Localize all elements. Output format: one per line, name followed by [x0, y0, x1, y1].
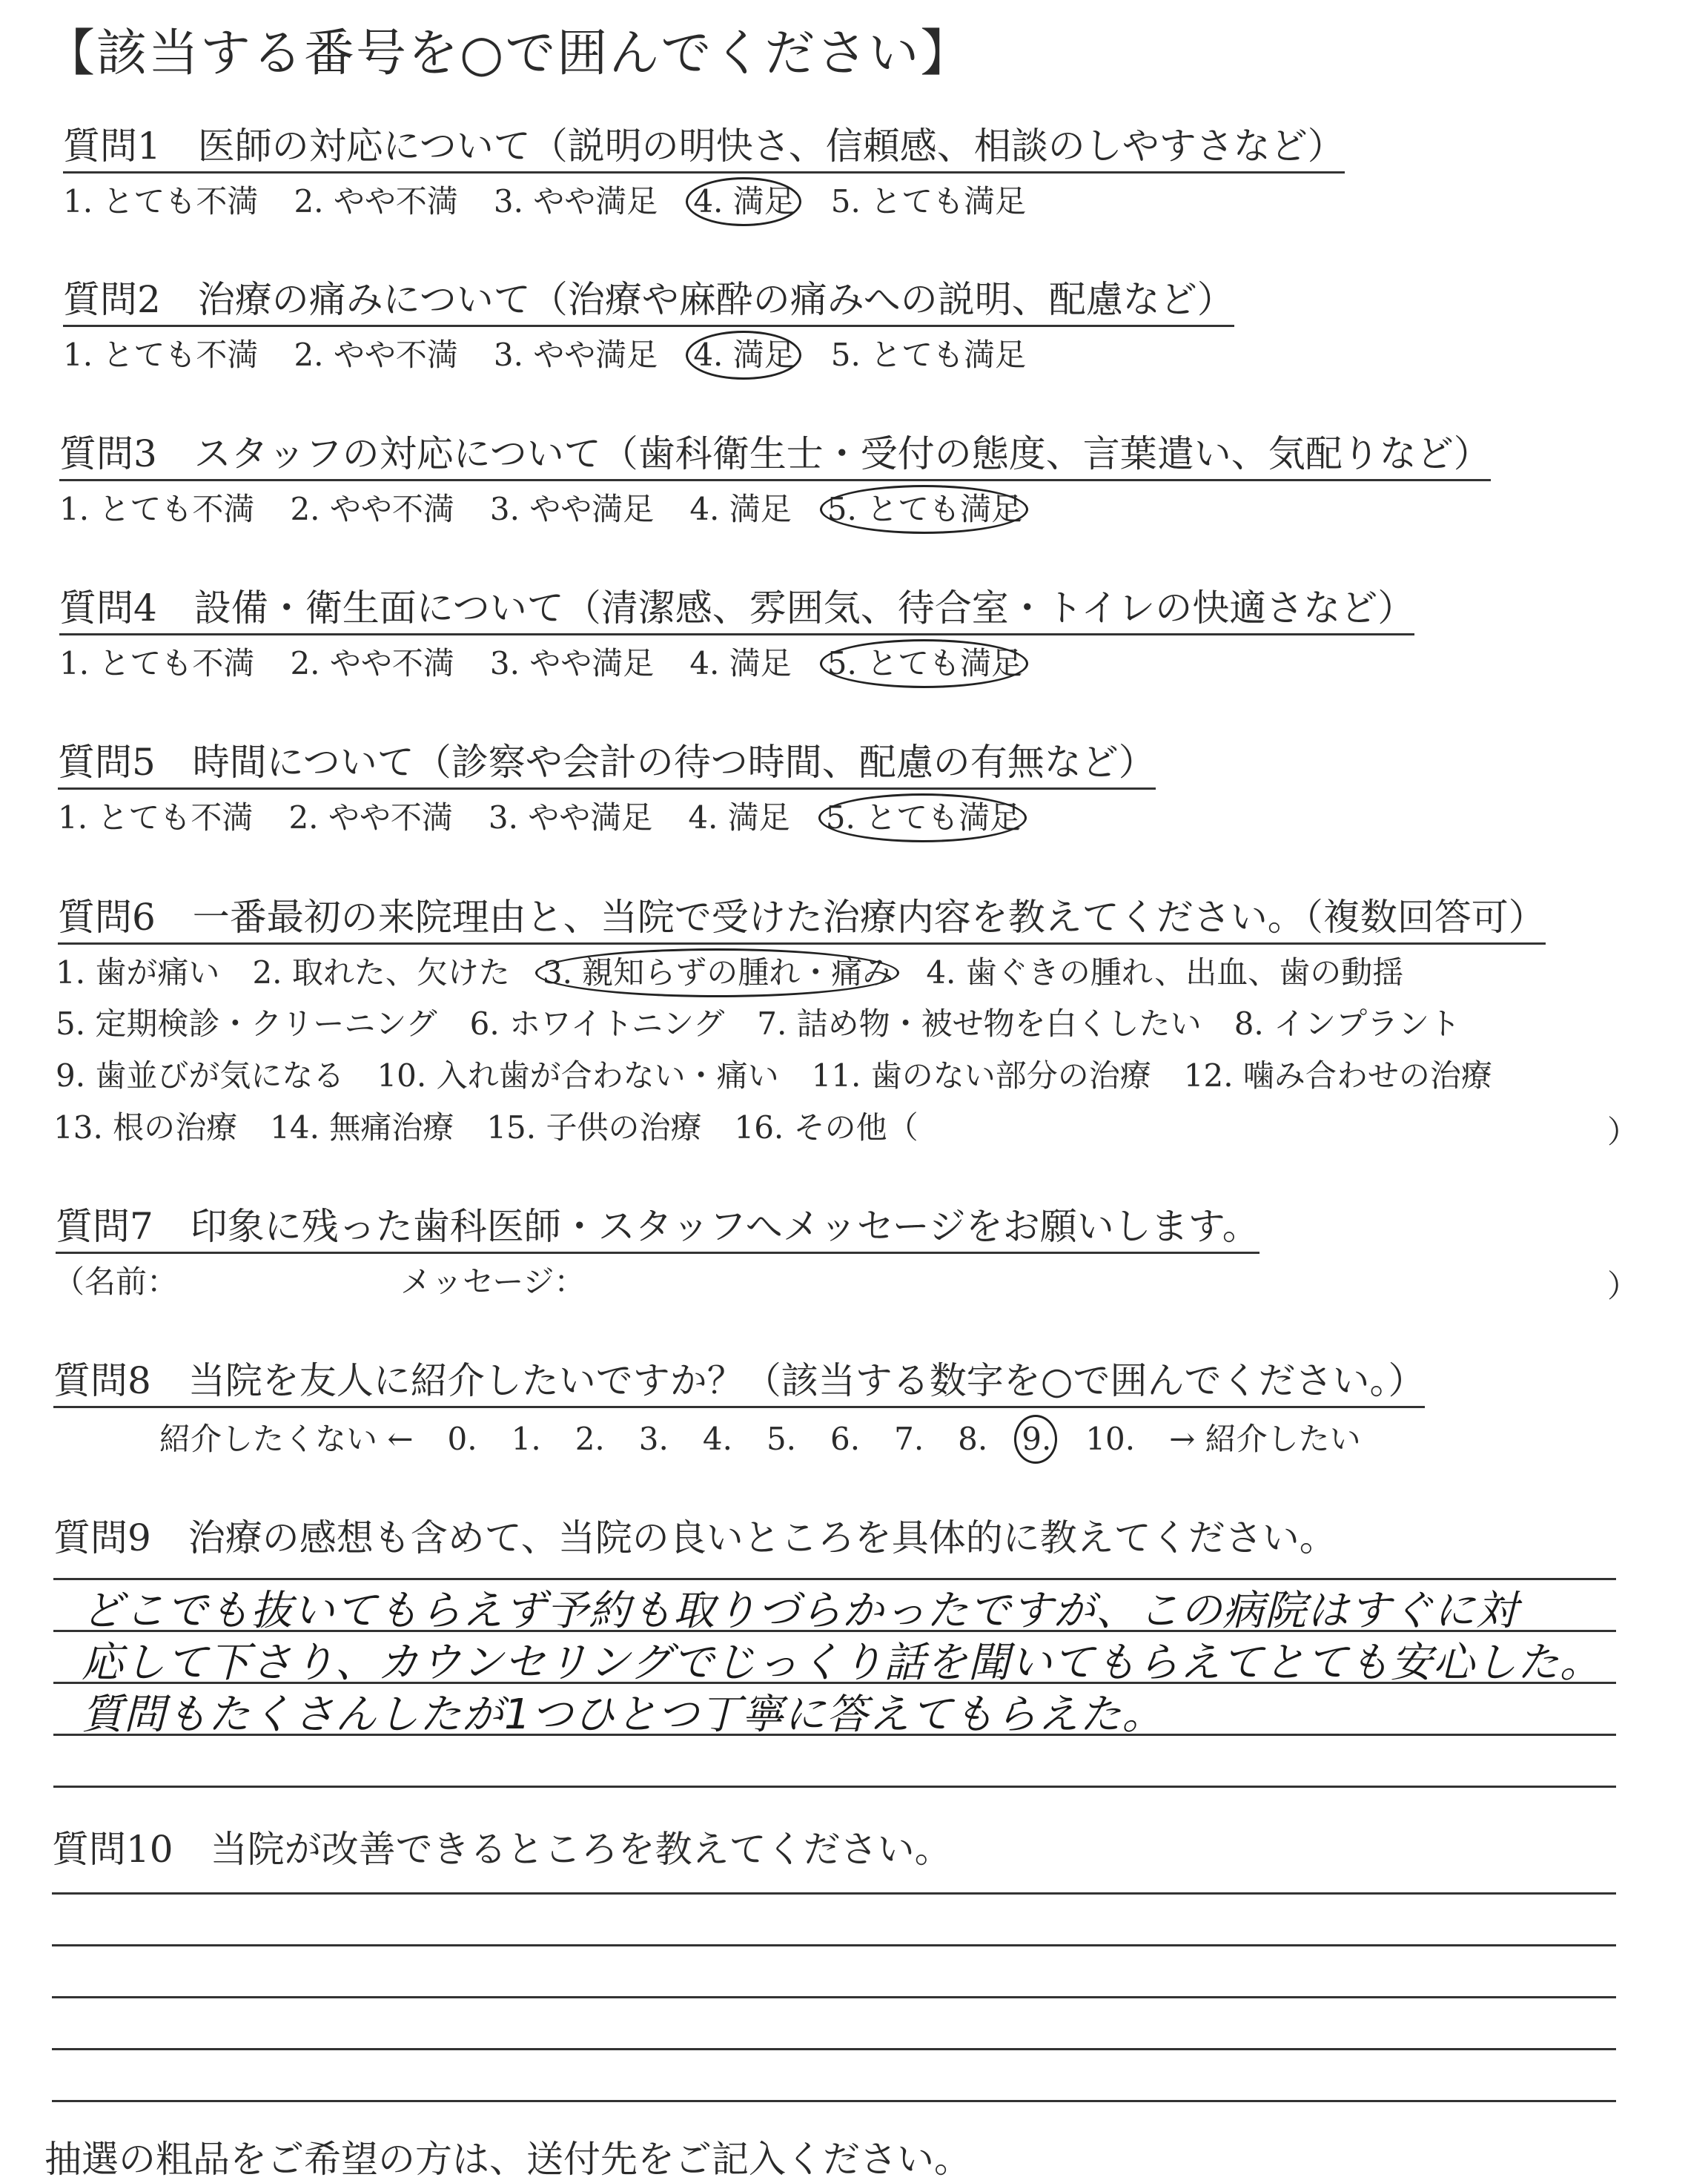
- q10-answer-line-1[interactable]: [52, 1892, 1616, 1895]
- q9-handwritten-line-2[interactable]: 応して下さり、カウンセリングでじっくり話を聞いてもらえてとても安心した。: [82, 1639, 1602, 1687]
- q8-option-0[interactable]: 0.: [447, 1421, 477, 1457]
- q1-option-4-selected[interactable]: 4. 満足: [693, 182, 795, 222]
- q3-option-3[interactable]: 3. やや満足: [489, 491, 655, 527]
- q3-option-2[interactable]: 2. やや不満: [290, 491, 454, 527]
- q7-name-label: （名前：: [53, 1264, 179, 1300]
- q6-option-4[interactable]: 4. 歯ぐきの腫れ、出血、歯の動揺: [926, 954, 1404, 991]
- q2-option-1[interactable]: 1. とても不満: [63, 337, 259, 373]
- question-1-title: 質問1 医師の対応について（説明の明快さ、信頼感、相談のしやすさなど）: [63, 122, 1345, 174]
- q1-option-3[interactable]: 3. やや満足: [493, 183, 658, 219]
- q5-option-5-selected[interactable]: 5. とても満足: [826, 798, 1021, 838]
- q6-option-1[interactable]: 1. 歯が痛い: [56, 954, 220, 991]
- q8-option-1[interactable]: 1.: [511, 1421, 541, 1457]
- q8-option-6[interactable]: 6.: [830, 1421, 861, 1457]
- q3-option-5-selected[interactable]: 5. とても満足: [827, 489, 1022, 529]
- q5-option-4[interactable]: 4. 満足: [688, 799, 790, 836]
- page-title: 【該当する番号を○で囲んでください】: [44, 24, 973, 83]
- question-6-row-4: [53, 1108, 918, 1148]
- question-8-scale: [159, 1419, 1361, 1459]
- q6-option-2[interactable]: 2. 取れた、欠けた: [252, 954, 510, 991]
- gift-address-note: 抽選の粗品をご希望の方は、送付先をご記入ください。: [44, 2138, 971, 2181]
- q8-right-label: → 紹介したい: [1169, 1421, 1361, 1457]
- question-10-title: 質問10 当院が改善できるところを教えてください。: [52, 1828, 952, 1871]
- question-1-options: [63, 182, 1026, 222]
- q6-other-close-paren: ）: [1607, 1114, 1639, 1150]
- q8-option-2[interactable]: 2.: [575, 1421, 605, 1457]
- q6-option-7[interactable]: 7. 詰め物・被せ物を白くしたい: [757, 1005, 1202, 1042]
- q6-option-14[interactable]: 14. 無痛治療: [270, 1109, 454, 1146]
- q10-answer-line-3[interactable]: [52, 1996, 1616, 1998]
- q7-close-paren: ）: [1607, 1268, 1639, 1304]
- question-2-options: [63, 335, 1026, 375]
- q5-option-3[interactable]: 3. やや満足: [488, 799, 653, 836]
- q4-option-4[interactable]: 4. 満足: [689, 645, 792, 681]
- q2-option-5[interactable]: 5. とても満足: [830, 337, 1027, 373]
- q5-option-1[interactable]: 1. とても不満: [58, 799, 254, 836]
- q6-option-10[interactable]: 10. 入れ歯が合わない・痛い: [377, 1057, 779, 1094]
- q6-option-13[interactable]: 13. 根の治療: [53, 1109, 238, 1146]
- question-9-title: 質問9 治療の感想も含めて、当院の良いところを具体的に教えてください。: [53, 1516, 1337, 1559]
- question-4-options: [59, 644, 1022, 684]
- question-6-row-1: [56, 953, 1403, 993]
- q8-option-10[interactable]: 10.: [1085, 1421, 1136, 1457]
- q10-answer-line-2[interactable]: [52, 1944, 1616, 1946]
- q2-option-4-selected[interactable]: 4. 満足: [693, 335, 795, 375]
- q6-option-5[interactable]: 5. 定期検診・クリーニング: [56, 1005, 437, 1042]
- question-7-title: 質問7 印象に残った歯科医師・スタッフへメッセージをお願いします。: [56, 1203, 1260, 1254]
- q10-answer-line-5[interactable]: [52, 2100, 1616, 2102]
- q1-option-1[interactable]: 1. とても不満: [63, 183, 259, 219]
- q4-option-1[interactable]: 1. とても不満: [59, 645, 255, 681]
- q8-option-9-selected[interactable]: 9.: [1022, 1419, 1051, 1459]
- question-8-title: 質問8 当院を友人に紹介したいですか？（該当する数字を○で囲んでください。）: [53, 1357, 1425, 1408]
- q7-message-label: メッセージ：: [400, 1264, 586, 1300]
- q8-option-4[interactable]: 4.: [702, 1421, 732, 1457]
- q3-option-4[interactable]: 4. 満足: [689, 491, 792, 527]
- q8-option-8[interactable]: 8.: [958, 1421, 988, 1457]
- q4-option-2[interactable]: 2. やや不満: [290, 645, 454, 681]
- q6-option-8[interactable]: 8. インプラント: [1234, 1005, 1461, 1042]
- q10-answer-line-4[interactable]: [52, 2048, 1616, 2050]
- question-4-title: 質問4 設備・衛生面について（清潔感、雰囲気、待合室・トイレの快適さなど）: [59, 584, 1414, 635]
- q4-option-5-selected[interactable]: 5. とても満足: [827, 644, 1022, 684]
- q9-answer-line-3: [53, 1734, 1616, 1736]
- question-3-options: [59, 489, 1022, 529]
- q6-option-12[interactable]: 12. 噛み合わせの治療: [1183, 1057, 1492, 1094]
- q9-handwritten-line-1[interactable]: どこでも抜いてもらえず予約も取りづらかったですが、この病院はすぐに対: [82, 1587, 1518, 1635]
- q8-option-7[interactable]: 7.: [894, 1421, 924, 1457]
- q1-option-5[interactable]: 5. とても満足: [830, 183, 1027, 219]
- q6-option-9[interactable]: 9. 歯並びが気になる: [56, 1057, 345, 1094]
- q9-handwritten-line-3[interactable]: 質問もたくさんしたが1つひとつ丁寧に答えてもらえた。: [82, 1691, 1165, 1739]
- q6-option-3-selected[interactable]: 3. 親知らずの腫れ・痛み: [543, 953, 893, 993]
- q6-option-16-other[interactable]: 16. その他（: [734, 1109, 918, 1146]
- question-7-fields: [53, 1262, 586, 1302]
- question-2-title: 質問2 治療の痛みについて（治療や麻酔の痛みへの説明、配慮など）: [63, 276, 1234, 327]
- question-6-row-2: [56, 1004, 1460, 1044]
- q6-option-11[interactable]: 11. 歯のない部分の治療: [811, 1057, 1151, 1094]
- q3-option-1[interactable]: 1. とても不満: [59, 491, 255, 527]
- q2-option-2[interactable]: 2. やや不満: [294, 337, 458, 373]
- question-3-title: 質問3 スタッフの対応について（歯科衛生士・受付の態度、言葉遣い、気配りなど）: [59, 430, 1491, 481]
- q6-option-6[interactable]: 6. ホワイトニング: [469, 1005, 725, 1042]
- q8-option-3[interactable]: 3.: [638, 1421, 669, 1457]
- question-5-options: [58, 798, 1021, 838]
- question-6-row-3: [56, 1056, 1492, 1096]
- question-5-title: 質問5 時間について（診察や会計の待つ時間、配慮の有無など）: [58, 739, 1156, 790]
- q1-option-2[interactable]: 2. やや不満: [294, 183, 458, 219]
- q8-left-label: 紹介したくない ←: [159, 1421, 414, 1457]
- question-6-title: 質問6 一番最初の来院理由と、当院で受けた治療内容を教えてください。（複数回答可）: [58, 894, 1546, 945]
- q5-option-2[interactable]: 2. やや不満: [288, 799, 453, 836]
- q2-option-3[interactable]: 3. やや満足: [493, 337, 658, 373]
- q4-option-3[interactable]: 3. やや満足: [489, 645, 655, 681]
- q9-answer-line-4: [53, 1786, 1616, 1788]
- q6-option-15[interactable]: 15. 子供の治療: [486, 1109, 702, 1146]
- q8-option-5[interactable]: 5.: [766, 1421, 797, 1457]
